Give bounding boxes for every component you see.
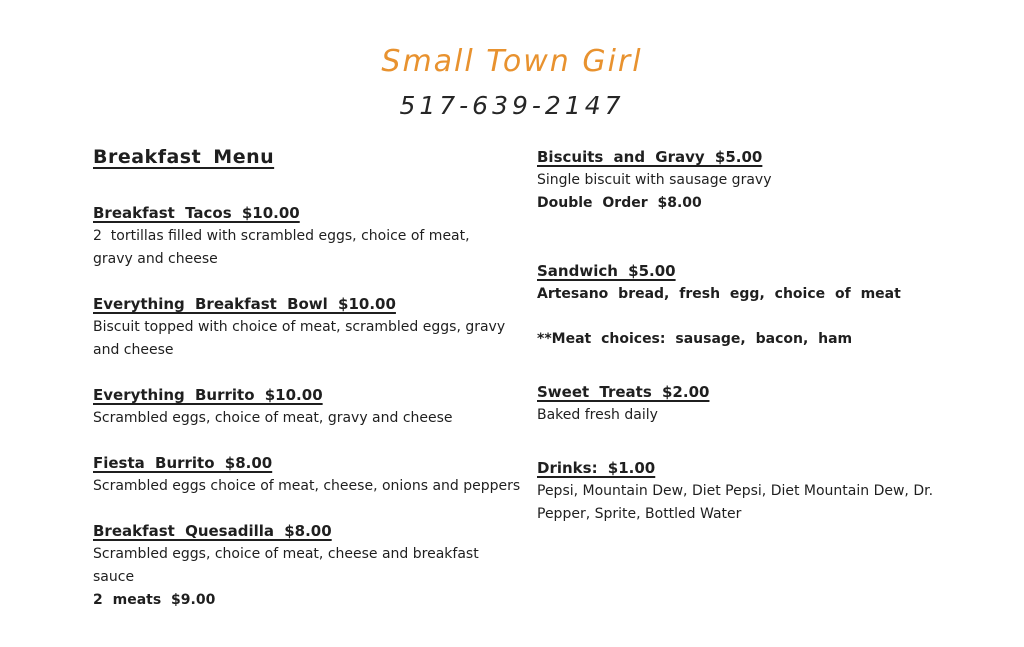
- left-column: [93, 144, 523, 634]
- restaurant-name: Small Town Girl: [381, 44, 643, 79]
- item-description: 2 tortillas filled with scrambled eggs, choice of meat,: [93, 228, 470, 244]
- item-description: Scrambled eggs, choice of meat, gravy and cheese: [93, 410, 453, 426]
- item-title: Everything Burrito $10.00: [93, 386, 323, 404]
- item-description: Single biscuit with sausage gravy: [537, 172, 772, 188]
- item-description: Pepper, Sprite, Bottled Water: [537, 506, 742, 522]
- item-description: and cheese: [93, 342, 174, 358]
- item-extra-price: 2 meats $9.00: [93, 592, 216, 608]
- item-title: Breakfast Quesadilla $8.00: [93, 522, 332, 540]
- item-description: Scrambled eggs choice of meat, cheese, onions and peppers: [93, 478, 521, 494]
- item-description: sauce: [93, 569, 135, 585]
- item-description: Baked fresh daily: [537, 407, 658, 423]
- item-title: Everything Breakfast Bowl $10.00: [93, 295, 396, 313]
- menu-item-drinks: [537, 457, 967, 526]
- menu-item-fiesta-burrito: [93, 452, 523, 498]
- menu-header: [0, 44, 1024, 120]
- menu-item-biscuits-and-gravy: [537, 146, 967, 215]
- item-title: Sweet Treats $2.00: [537, 383, 710, 401]
- item-description: gravy and cheese: [93, 251, 218, 267]
- note-text: **Meat choices: sausage, bacon, ham: [537, 331, 853, 347]
- item-title: Fiesta Burrito $8.00: [93, 454, 273, 472]
- item-title: Sandwich $5.00: [537, 262, 676, 280]
- menu-item-everything-burrito: [93, 384, 523, 430]
- item-description: Scrambled eggs, choice of meat, cheese and breakfast: [93, 546, 479, 562]
- breakfast-menu-heading: Breakfast Menu: [93, 146, 275, 168]
- menu-item-sandwich: [537, 260, 967, 306]
- item-title: Breakfast Tacos $10.00: [93, 204, 300, 222]
- menu-item-everything-breakfast-bowl: [93, 293, 523, 362]
- item-extra-price: Double Order $8.00: [537, 195, 702, 211]
- meat-choices-note: [537, 328, 967, 351]
- item-title: Drinks: $1.00: [537, 459, 656, 477]
- right-column: [537, 146, 967, 548]
- menu-item-breakfast-quesadilla: [93, 520, 523, 612]
- item-description: Biscuit topped with choice of meat, scrambled eggs, gravy: [93, 319, 506, 335]
- item-description: Artesano bread, fresh egg, choice of meat: [537, 286, 901, 302]
- item-description: Pepsi, Mountain Dew, Diet Pepsi, Diet Mountain Dew, Dr.: [537, 483, 934, 499]
- menu-item-breakfast-tacos: [93, 202, 523, 271]
- menu-item-sweet-treats: [537, 381, 967, 427]
- item-title: Biscuits and Gravy $5.00: [537, 148, 763, 166]
- phone-number: 517-639-2147: [399, 91, 625, 120]
